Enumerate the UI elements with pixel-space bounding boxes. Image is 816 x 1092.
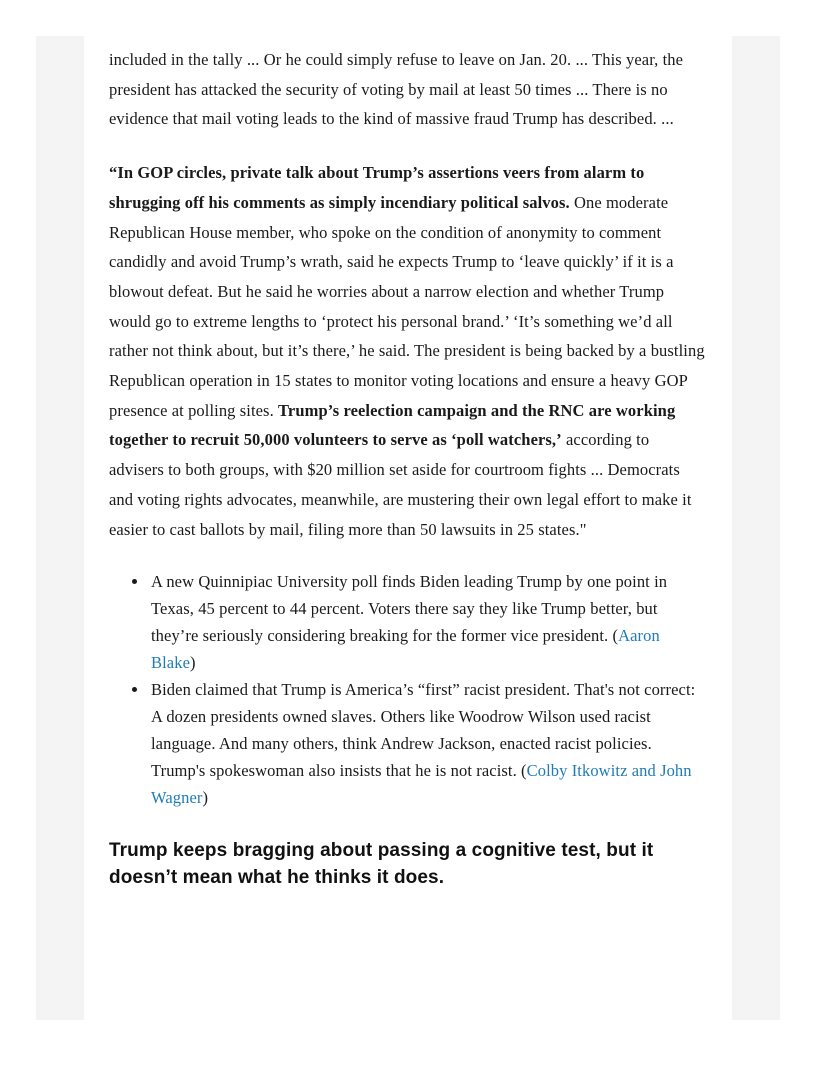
bold-lead-sentence: “In GOP circles, private talk about Trump’s assertions veers from alarm to shrugging off his comments as simply incendiary political salvos. — [109, 163, 645, 212]
right-gutter — [732, 36, 780, 1020]
paragraph-text: One moderate Republican House member, who spoke on the condition of anonymity to comment candidly and avoid Trump’s wrath, said he expects Trump to ‘leave quickly’ if it is a blowout defeat. But he said he worries about a narrow election and whether Trump would go to extreme lengths to ‘protect his personal brand.’ ‘It’s something we’d all rather not think about, but it’s there,’ he said. The president is being backed by a bustling Republican operation in 15 states to monitor voting locations and ensure a heavy GOP presence at polling sites. — [109, 192, 705, 420]
bullet-item-quinnipiac-poll — [149, 568, 707, 676]
article-paragraph-gop-circles — [109, 158, 707, 544]
link-aaron-blake[interactable]: Aaron Blake — [151, 626, 660, 673]
article-paragraph-tally — [109, 45, 707, 134]
section-heading-cognitive-test: Trump keeps bragging about passing a cognitive test, but it doesn’t mean what he thinks it does. — [109, 840, 654, 889]
bullet-text: ) — [190, 653, 196, 673]
bullet-text: Biden claimed that Trump is America’s “first” racist president. That's not correct: A dozen presidents owned slaves. Others like Woodrow Wilson used racist language. And many others, think Andrew Jackson, enacted racist policies. Trump's spokeswoman also insists that he is not racist. ( — [151, 680, 696, 781]
bullet-list — [109, 568, 707, 811]
link-colby-itkowitz-and-john-wagner[interactable]: Colby Itkowitz and John Wagner — [151, 761, 692, 808]
article-content — [84, 36, 732, 1020]
bold-poll-watchers: Trump’s reelection campaign and the RNC are working together to recruit 50,000 volunteers to serve as ‘poll watchers,’ — [109, 400, 676, 450]
bullet-text: ) — [202, 788, 209, 808]
bullet-text: A new Quinnipiac University poll finds Biden leading Trump by one point in Texas, 45 percent to 44 percent. Voters there say they like Trump better, but they’re seriously considering breaking for the former vice president. ( — [151, 572, 668, 646]
paragraph-text: according to advisers to both groups, with $20 million set aside for courtroom fights ... Democrats and voting rights advocates, meanwhile, are mustering their own legal effort to make it easier to cast ballots by mail, filing more than 50 lawsuits in 25 states." — [109, 430, 692, 539]
left-gutter — [36, 36, 84, 1020]
page-frame — [36, 36, 780, 1020]
bullet-item-racist-president-claim — [149, 676, 707, 811]
paragraph-text: included in the tally ... Or he could simply refuse to leave on Jan. 20. ... This year, the president has attacked the security of voting by mail at least 50 times ... There is no evidence that mail voting leads to the kind of massive fraud Trump has described. ... — [109, 50, 684, 129]
